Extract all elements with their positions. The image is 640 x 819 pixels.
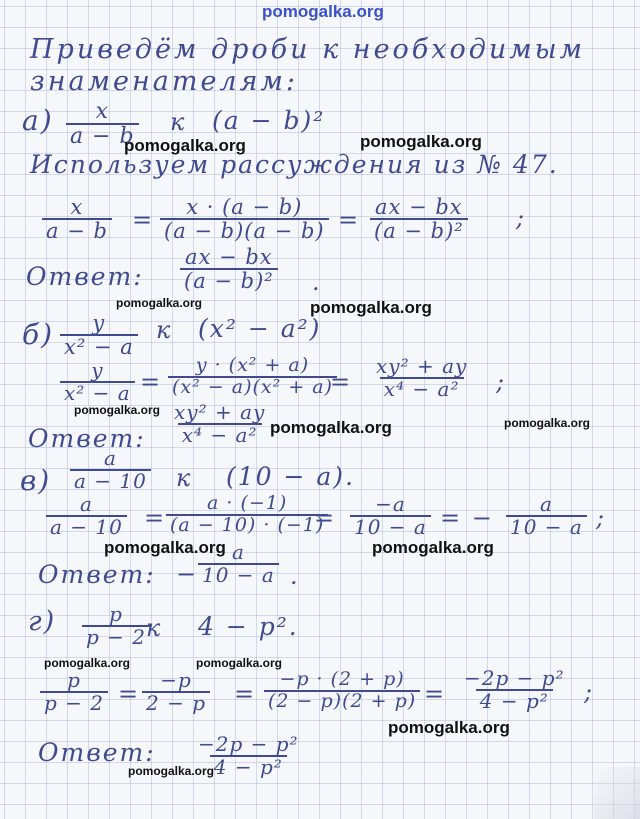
part-b-target: (x² − a²) [198,314,322,343]
part-g-step2 [142,670,210,714]
part-v-answer-label: Ответ: [38,560,156,589]
semicolon: ; [584,678,595,706]
fraction-numerator: −p [160,668,192,692]
fraction-numerator: p [109,602,123,626]
fraction-numerator: y [92,311,106,335]
fraction-denominator: (a − b)(a − b) [160,218,329,242]
fraction-denominator: (x² − a)(x² + a) [168,376,337,398]
equals-sign: = [330,368,353,396]
equals-sign: = [424,680,447,708]
part-g-label: г) [28,606,57,637]
equals-sign: = [144,504,167,532]
part-g-step4 [460,668,569,712]
fraction-numerator: −a [375,492,406,516]
fraction-numerator: ax − bx [375,195,463,219]
part-b-step1 [60,360,135,404]
part-v-step2 [166,494,328,536]
part-a-note: Используем рассуждения из № 47. [30,150,559,179]
fraction-numerator: ax − bx [185,245,273,269]
fraction-numerator: xy² + ay [174,400,266,424]
fraction-denominator: a − 10 [46,515,127,538]
fraction-numerator: x · (a − b) [186,195,303,219]
part-b-step3 [372,356,471,400]
fraction-denominator: a − b [66,123,139,148]
watermark: pomogalka.org [196,656,283,670]
fraction-numerator: a [539,492,553,516]
equals-sign: = [314,504,337,532]
fraction-denominator: 2 − p [142,691,210,714]
part-v-k: к [176,464,193,492]
part-b-k: к [156,316,173,344]
part-g-target: 4 − p². [198,612,299,641]
fraction-denominator: 10 − a [350,515,431,538]
watermark: pomogalka.org [116,296,203,310]
part-v-label: в) [20,464,52,497]
watermark: pomogalka.org [104,538,226,557]
watermark: pomogalka.org [360,132,482,151]
fraction-numerator: a [79,492,93,516]
fraction-denominator: (2 − p)(2 + p) [264,690,420,712]
fraction-denominator: x⁴ − a² [178,423,262,446]
watermark: pomogalka.org [128,764,215,778]
part-a-step1 [42,196,112,242]
fraction-denominator: a − b [42,218,112,242]
fraction-denominator: x² − a [60,381,135,404]
part-g-answer-label: Ответ: [38,738,156,767]
fraction-denominator: a − 10 [70,469,151,492]
fraction-denominator: 10 − a [198,563,279,586]
heading-line-2: знаменателям: [30,66,298,97]
watermark: pomogalka.org [388,718,510,737]
watermark: pomogalka.org [74,403,161,417]
fraction-numerator: p [67,668,81,692]
fraction-numerator: xy² + ay [376,354,468,378]
watermark: pomogalka.org [372,538,494,557]
watermark: pomogalka.org [124,136,246,155]
watermark: pomogalka.org [310,298,432,317]
part-v-step4 [506,494,587,538]
fraction-denominator: x² − a [60,334,138,358]
fraction-numerator: a [103,446,117,470]
fraction-numerator: y [91,358,104,382]
part-b-step2 [168,356,337,398]
fraction-numerator: −2p − p² [198,732,299,756]
part-b-label: б) [22,318,55,351]
fraction-denominator: (a − b)² [370,218,468,242]
part-g-task-fraction [82,604,150,648]
semicolon: ; [516,204,527,232]
equals-sign: = [234,680,257,708]
part-g-step3 [264,670,420,712]
fraction-numerator: a · (−1) [207,492,288,514]
equals-sign: = [338,206,361,234]
fraction-denominator: (a − 10) · (−1) [166,514,328,536]
fraction-denominator: p − 2 [82,625,150,648]
part-v-target: (10 − a). [226,462,356,491]
semicolon: ; [496,368,507,396]
fraction-numerator: x [95,99,110,124]
fraction-numerator: x [70,195,84,219]
watermark: pomogalka.org [270,418,392,437]
site-header-link[interactable]: pomogalka.org [262,2,384,21]
fraction-numerator: a [231,540,245,564]
part-a-label: а) [22,104,54,137]
part-b-task-fraction [60,312,138,358]
fraction-denominator: x⁴ − a² [380,377,464,400]
period: . [290,562,300,590]
part-v-task-fraction [70,448,151,492]
part-v-step1 [46,494,127,538]
part-a-target: (a − b)² [212,106,326,135]
fraction-denominator: 4 − p² [476,689,553,712]
page-corner-shadow [594,767,640,819]
part-a-answer-label: Ответ: [26,262,144,291]
fraction-numerator: −2p − p² [464,666,565,690]
equals-minus: = − [440,504,494,532]
part-a-step3 [370,196,468,242]
equals-sign: = [140,368,163,396]
fraction-denominator: p − 2 [40,691,108,714]
equals-sign: = [132,206,155,234]
fraction-numerator: y · (x² + a) [195,354,310,376]
part-a-k: к [170,108,187,136]
part-a-step2 [160,196,329,242]
period: . [312,268,322,296]
part-g-k: к [146,614,163,642]
fraction-denominator: 4 − p² [210,755,287,778]
equals-sign: = [118,680,141,708]
heading-line-1: Приведём дроби к необходимым [30,34,586,65]
part-b-answer-label: Ответ: [28,424,146,453]
fraction-denominator: (a − b)² [180,268,278,292]
semicolon: ; [596,504,607,532]
watermark: pomogalka.org [504,416,591,430]
watermark: pomogalka.org [44,656,131,670]
part-v-step3 [350,494,431,538]
part-b-answer-fraction [170,402,269,446]
fraction-denominator: 10 − a [506,515,587,538]
minus-sign: − [176,560,199,588]
fraction-numerator: −p · (2 + p) [279,668,405,690]
part-g-step1 [40,670,108,714]
part-a-answer-fraction [180,246,278,292]
